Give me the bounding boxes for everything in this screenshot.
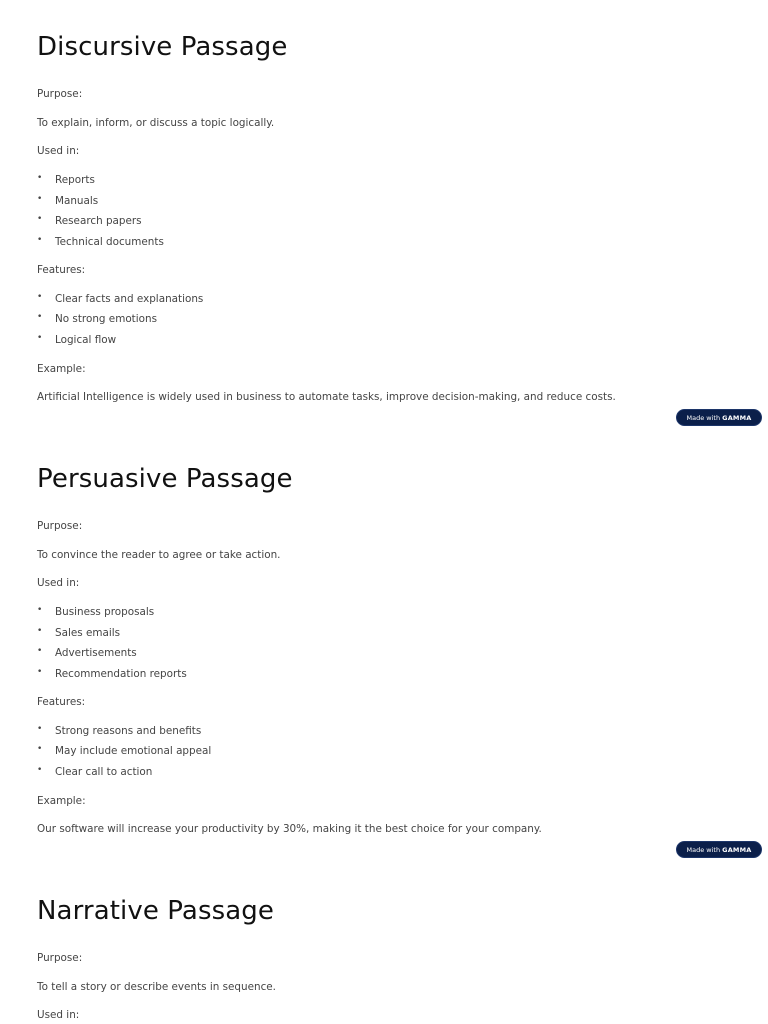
purpose-text: To explain, inform, or discuss a topic logically. — [37, 117, 275, 129]
bullet-icon: • — [37, 626, 43, 636]
purpose-label: Purpose: — [37, 520, 83, 532]
gamma-logo: GAMMA — [722, 414, 752, 422]
bullet-icon: • — [37, 646, 43, 656]
section-narrative — [0, 864, 768, 1024]
made-with-gamma-badge[interactable]: Made with GAMMA — [676, 409, 762, 426]
purpose-label: Purpose: — [37, 88, 83, 100]
made-with-gamma-badge[interactable]: Made with GAMMA — [676, 841, 762, 858]
bullet-icon: • — [37, 292, 43, 302]
example-text: Artificial Intelligence is widely used in business to automate tasks, improve decision-making, and reduce costs. — [37, 391, 616, 403]
features-label: Features: — [37, 696, 86, 708]
purpose-label: Purpose: — [37, 952, 83, 964]
section-persuasive: Persuasive Passage Purpose: To convince the reader to agree or take action. Used in: • Business proposals • Sales emails • Advertisements • Recommendation reports Features: • Strong reasons and benefits • May include emotional appeal • Clear call to action Example: Our software will increase your productivity by 30%, making it the best choice for your company. Made with GAMMA — [0, 432, 768, 864]
section-title: Persuasive Passage — [37, 464, 293, 494]
gamma-logo: GAMMA — [722, 846, 752, 854]
bullet-icon: • — [37, 235, 43, 245]
section-title: Discursive Passage — [37, 32, 288, 62]
bullet-icon: • — [37, 667, 43, 677]
bullet-icon: • — [37, 173, 43, 183]
bullet-icon: • — [37, 194, 43, 204]
example-label: Example: — [37, 363, 86, 375]
used-in-label: Used in: — [37, 1009, 80, 1021]
purpose-text: To convince the reader to agree or take action. — [37, 549, 281, 561]
bullet-icon: • — [37, 605, 43, 615]
bullet-icon: • — [37, 724, 43, 734]
section-title: Narrative Passage — [37, 896, 274, 926]
bullet-icon: • — [37, 214, 43, 224]
example-text: Our software will increase your productivity by 30%, making it the best choice for your company. — [37, 823, 542, 835]
bullet-icon: • — [37, 333, 43, 343]
used-in-label: Used in: — [37, 145, 80, 157]
bullet-icon: • — [37, 312, 43, 322]
features-label: Features: — [37, 264, 86, 276]
section-discursive: Discursive Passage Purpose: To explain, inform, or discuss a topic logically. Used in: • Reports • Manuals • Research papers • Technical documents Features: • Clear facts and explanations • No strong emotions • Logical flow Example: Artificial Intelligence is widely used in business to automate tasks, improve decision-making, and reduce costs. Made with GAMMA — [0, 0, 768, 432]
bullet-icon: • — [37, 765, 43, 775]
used-in-label: Used in: — [37, 577, 80, 589]
example-label: Example: — [37, 795, 86, 807]
purpose-text: To tell a story or describe events in sequence. — [37, 981, 276, 993]
bullet-icon: • — [37, 744, 43, 754]
